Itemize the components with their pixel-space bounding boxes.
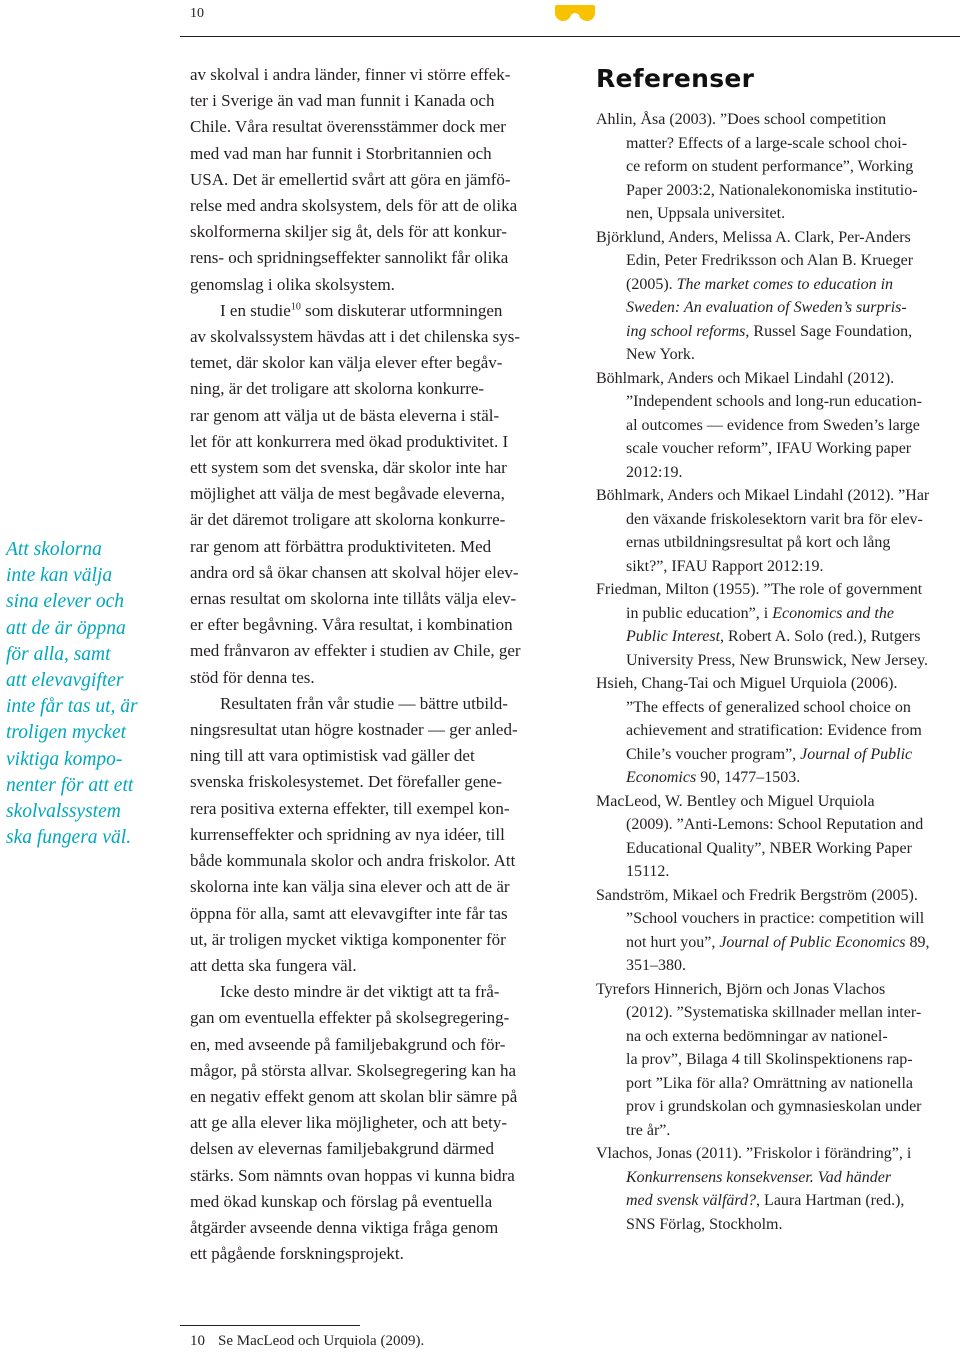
- reference-line: Ahlin, Åsa (2003). ”Does school competition: [596, 111, 887, 128]
- body-line: Chile. Våra resultat överensstämmer dock mer: [190, 117, 506, 137]
- reference-line: [596, 273, 960, 297]
- references-heading: Referenser: [596, 64, 755, 93]
- reference-line: la prov”, Bilaga 4 till Skolinspektionens rap-: [626, 1051, 913, 1068]
- reference-entry: [596, 578, 960, 672]
- reference-line: Böhlmark, Anders och Mikael Lindahl (2012). ”Har: [596, 487, 930, 504]
- reference-entry: [596, 672, 960, 790]
- reference-fragment: in public education”, i: [626, 604, 773, 622]
- reference-entry: [596, 367, 960, 485]
- pull-quote: [6, 537, 166, 851]
- reference-line: Educational Quality”, NBER Working Paper: [626, 839, 912, 857]
- reference-fragment: 89,: [905, 933, 930, 951]
- body-text-fragment: som diskuterar utformningen: [300, 300, 503, 320]
- reference-fragment: , Robert A. Solo (red.), Rutgers: [720, 628, 921, 645]
- body-line: ut, är troligen mycket viktiga komponenter för: [190, 929, 506, 949]
- reference-line: nen, Uppsala universitet.: [626, 205, 786, 222]
- reference-line: Hsieh, Chang-Tai och Miguel Urquiola (2006).: [596, 675, 898, 692]
- reference-line: SNS Förlag, Stockholm.: [626, 1215, 783, 1233]
- reference-line: den växande friskolesektorn varit bra för elev-: [626, 510, 923, 528]
- reference-line: [596, 931, 960, 955]
- reference-line: port ”Lika för alla? Omrättning av nationella: [626, 1074, 913, 1092]
- body-line: ter i Sverige än vad man funnit i Kanada och: [190, 91, 495, 111]
- reference-line: ”The effects of generalized school choice on: [626, 698, 911, 716]
- footnote: [190, 1333, 424, 1350]
- reference-line: (2009). ”Anti-Lemons: School Reputation and: [626, 816, 924, 833]
- reference-line: matter? Effects of a large-scale school choi-: [626, 134, 908, 152]
- body-line: er efter begåvning. Våra resultat, i kombination: [190, 615, 513, 635]
- reference-journal: Economics: [626, 769, 697, 786]
- reference-line: [596, 1189, 960, 1213]
- reference-line: achievement and stratification: Evidence from: [626, 722, 922, 739]
- pull-quote-line: skolvalssystem: [6, 801, 121, 823]
- body-line: skolformerna skiljer sig åt, dels för att konkur-: [190, 222, 507, 242]
- reference-entry: [596, 108, 960, 226]
- body-line: ernas resultat om skolorna inte tillåts välja elev-: [190, 589, 517, 609]
- body-line: ning, är det troligare att skolorna konkurre-: [190, 379, 485, 399]
- reference-entry: [596, 484, 960, 578]
- pull-quote-line: att elevavgifter: [6, 670, 124, 692]
- reference-entry: [596, 884, 960, 978]
- body-line: en negativ effekt genom att skolan blir sämre på: [190, 1086, 518, 1106]
- reference-line: Edin, Peter Fredriksson och Alan B. Krueger: [626, 252, 914, 269]
- pull-quote-line: troligen mycket: [6, 722, 127, 744]
- body-line: temet, där skolor kan välja elever efter begåv-: [190, 353, 503, 373]
- reference-line: prov i grundskolan och gymnasieskolan under: [626, 1098, 922, 1115]
- body-line: att detta ska fungera väl.: [190, 955, 357, 975]
- reference-line: [596, 602, 960, 626]
- reference-fragment: not hurt you”,: [626, 933, 720, 951]
- body-line: mågor, på största allvar. Skolsegregering kan ha: [190, 1060, 517, 1080]
- reference-journal: Journal of Public Economics: [719, 933, 906, 951]
- reference-title: Sweden: An evaluation of Sweden’s surpris-: [626, 299, 907, 316]
- body-line: av skolvalssystem hävdas att i det chilenska sys-: [190, 327, 521, 347]
- reference-fragment: , Russel Sage Foundation,: [745, 322, 913, 340]
- references-list: [596, 108, 960, 1236]
- body-line: att ge alla elever lika möjligheter, och att bety-: [190, 1113, 507, 1133]
- reference-line: ce reform on student performance”, Working: [626, 158, 914, 175]
- body-line: rar genom att välja ut de bästa eleverna i stäl-: [190, 405, 500, 425]
- reference-line: 351–380.: [626, 957, 686, 974]
- body-line: skolorna inte kan välja sina elever och att de är: [190, 877, 510, 897]
- body-line: med ökad kunskap och förslag på eventuella: [190, 1191, 493, 1211]
- reference-fragment: , Laura Hartman (red.),: [756, 1192, 905, 1209]
- body-line: ett system som det svenska, där skolor inte har: [190, 458, 507, 478]
- body-line: ningsresultat utan högre kostnader — ger anled-: [190, 720, 518, 740]
- reference-line: ”School vouchers in practice: competition will: [626, 910, 925, 927]
- body-line: stärks. Som nämnts ovan hoppas vi kunna bidra: [190, 1165, 515, 1185]
- body-line: relse med andra skolsystem, dels för att de olika: [190, 196, 518, 216]
- reference-fragment: (2005).: [626, 275, 677, 293]
- reference-journal: Journal of Public: [800, 745, 913, 763]
- body-line: Resultaten från vår studie — bättre utbild-: [220, 693, 508, 713]
- pull-quote-line: för alla, samt: [6, 643, 111, 665]
- body-line: ett pågående forskningsprojekt.: [190, 1244, 404, 1264]
- reference-line: (2012). ”Systematiska skillnader mellan inter-: [626, 1004, 922, 1021]
- reference-line: Sandström, Mikael och Fredrik Bergström (2005).: [596, 886, 918, 904]
- footnote-reference[interactable]: 10: [290, 301, 301, 313]
- reference-line: Tyrefors Hinnerich, Björn och Jonas Vlachos: [596, 980, 886, 998]
- reference-line: [596, 625, 960, 649]
- body-line: av skolval i andra länder, finner vi större effek-: [190, 65, 511, 84]
- reference-title: Konkurrensens konsekvenser. Vad händer: [626, 1168, 892, 1186]
- reference-entry: [596, 978, 960, 1143]
- reference-entry: [596, 790, 960, 884]
- body-line: åtgärder avseende denna viktiga fråga genom: [190, 1217, 499, 1237]
- body-line: både kommunala skolor och andra friskolor. Att: [190, 851, 516, 871]
- header-rule: [180, 36, 960, 37]
- reference-fragment: 90, 1477–1503.: [696, 769, 801, 786]
- body-line: rar genom att förbättra produktiviteten. Med: [190, 536, 492, 556]
- footnote-number: 10: [190, 1333, 205, 1349]
- reference-line: University Press, New Brunswick, New Jersey.: [626, 651, 929, 669]
- footnote-rule: [180, 1325, 360, 1326]
- body-text: [190, 62, 560, 1267]
- reference-title: Public Interest: [626, 628, 721, 645]
- pull-quote-line: Att skolorna: [6, 539, 102, 560]
- reference-line: Paper 2003:2, Nationalekonomiska institutio-: [626, 181, 918, 199]
- reference-title: The market comes to education in: [676, 275, 894, 293]
- pull-quote-line: sina elever och: [6, 591, 125, 613]
- reference-entry: [596, 1142, 960, 1236]
- body-line: möjlighet att välja de mest begåvade eleverna,: [190, 484, 505, 504]
- reference-title: Economics and the: [772, 604, 894, 622]
- reference-line: 15112.: [626, 863, 670, 880]
- reference-line: Björklund, Anders, Melissa A. Clark, Per-Anders: [596, 228, 911, 246]
- reference-title: med svensk välfärd?: [626, 1192, 757, 1209]
- body-line: svenska friskolesystemet. Det förefaller gene-: [190, 772, 503, 792]
- body-line: öppna för alla, samt att elevavgifter inte får tas: [190, 903, 508, 923]
- reference-line: [596, 743, 960, 767]
- body-line: stöd för denna tes.: [190, 667, 315, 687]
- reference-title: ing school reforms: [626, 322, 746, 340]
- reference-line: na och externa bedömningar av nationel-: [626, 1027, 888, 1045]
- body-line: Icke desto mindre är det viktigt att ta frå-: [220, 982, 500, 1002]
- publisher-logo: [555, 3, 595, 23]
- reference-line: MacLeod, W. Bentley och Miguel Urquiola: [596, 792, 875, 810]
- body-line: är det däremot troligare att skolorna konkurre-: [190, 510, 506, 530]
- reference-line: scale voucher reform”, IFAU Working paper: [626, 440, 912, 457]
- body-line: rera positiva externa effekter, till exempel kon-: [190, 798, 510, 818]
- reference-entry: [596, 226, 960, 367]
- body-line: [190, 298, 560, 324]
- body-line: gan om eventuella effekter på skolsegregering-: [190, 1008, 510, 1028]
- body-line: med vad man har funnit i Storbritannien och: [190, 143, 492, 163]
- body-line: delsen av elevernas familjebakgrund därmed: [190, 1139, 494, 1159]
- body-line: med frånvaron av effekter i studien av Chile, ger: [190, 641, 521, 661]
- body-line: en, med avseende på familjebakgrund och för-: [190, 1034, 506, 1054]
- reference-line: Vlachos, Jonas (2011). ”Friskolor i förändring”, i: [596, 1145, 912, 1162]
- body-line: ning till att vara optimistisk vad gäller det: [190, 746, 475, 766]
- body-line: genomslag i olika skolsystem.: [190, 274, 395, 294]
- reference-line: [596, 320, 960, 344]
- reference-line: ”Independent schools and long-run education-: [626, 393, 922, 410]
- pull-quote-line: inte får tas ut, är: [6, 696, 138, 718]
- body-line: kurrenseffekter och spridning av nya idéer, till: [190, 824, 505, 844]
- pull-quote-line: inte kan välja: [6, 565, 113, 587]
- body-line: rens- och spridningseffekter sannolikt får olika: [190, 248, 509, 268]
- reference-line: tre år”.: [626, 1121, 671, 1139]
- footnote-text: Se MacLeod och Urquiola (2009).: [218, 1333, 425, 1349]
- reference-line: al outcomes — evidence from Sweden’s large: [626, 416, 920, 434]
- reference-line: Friedman, Milton (1955). ”The role of government: [596, 581, 923, 598]
- reference-line: sikt?”, IFAU Rapport 2012:19.: [626, 557, 824, 575]
- pull-quote-line: ska fungera väl.: [6, 827, 132, 849]
- reference-line: New York.: [626, 346, 695, 363]
- reference-line: [596, 766, 960, 790]
- body-text-fragment: I en studie: [220, 300, 291, 320]
- body-line: andra ord så ökar chansen att skolval höjer elev-: [190, 562, 519, 582]
- reference-fragment: Chile’s voucher program”,: [626, 745, 801, 763]
- reference-line: ernas utbildningsresultat på kort och lång: [626, 534, 891, 551]
- pull-quote-line: att de är öppna: [6, 617, 126, 639]
- body-line: let för att konkurrera med ökad produktivitet. I: [190, 431, 509, 451]
- body-line: USA. Det är emellertid svårt att göra en jämfö-: [190, 169, 511, 189]
- pull-quote-line: viktiga kompo-: [6, 748, 123, 770]
- page-number: 10: [190, 6, 204, 21]
- reference-line: 2012:19.: [626, 463, 683, 481]
- pull-quote-line: nenter för att ett: [6, 774, 134, 796]
- reference-line: Böhlmark, Anders och Mikael Lindahl (2012).: [596, 369, 895, 387]
